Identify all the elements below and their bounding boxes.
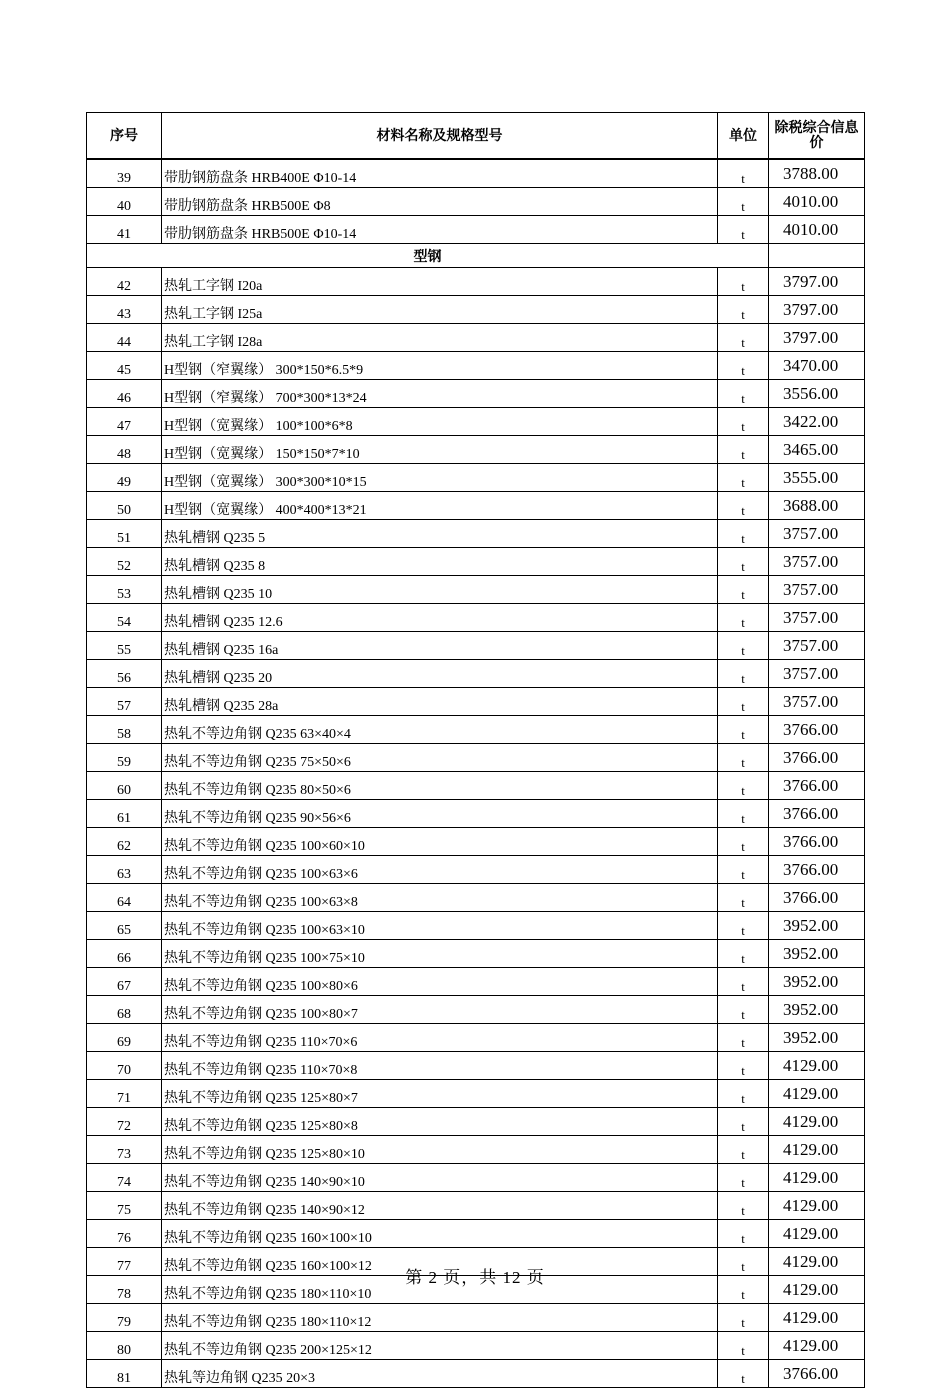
row-number: 43 [87,296,162,324]
material-name: H型钢（窄翼缘） 300*150*6.5*9 [162,352,718,380]
row-number: 65 [87,912,162,940]
row-number: 45 [87,352,162,380]
row-number: 66 [87,940,162,968]
unit: t [718,1332,769,1360]
row-number: 81 [87,1360,162,1388]
material-name: 热轧不等边角钢 Q235 180×110×10 [162,1276,718,1304]
row-number: 39 [87,159,162,188]
material-name: 热轧不等边角钢 Q235 100×80×7 [162,996,718,1024]
material-name: H型钢（宽翼缘） 100*100*6*8 [162,408,718,436]
table-row [87,968,865,996]
row-number: 41 [87,216,162,244]
price: 4129.00 [769,1108,865,1136]
unit: t [718,324,769,352]
table-row [87,1080,865,1108]
price: 4129.00 [769,1304,865,1332]
table-row [87,800,865,828]
price: 3952.00 [769,996,865,1024]
price: 3757.00 [769,632,865,660]
table-row [87,912,865,940]
unit: t [718,856,769,884]
section-title: 型钢 [87,244,769,268]
material-name: 热轧不等边角钢 Q235 100×63×8 [162,884,718,912]
material-name: 热轧等边角钢 Q235 20×3 [162,1360,718,1388]
table-row [87,1164,865,1192]
row-number: 51 [87,520,162,548]
price: 3757.00 [769,548,865,576]
table-row [87,159,865,188]
table-body [87,159,865,1388]
price: 3952.00 [769,912,865,940]
price: 4129.00 [769,1332,865,1360]
section-row [87,244,865,268]
row-number: 64 [87,884,162,912]
header-name: 材料名称及规格型号 [162,113,718,160]
price: 3952.00 [769,1024,865,1052]
price: 3788.00 [769,159,865,188]
table-row [87,436,865,464]
table-header [87,113,865,160]
unit: t [718,436,769,464]
price: 3952.00 [769,968,865,996]
material-name: 热轧工字钢 I20a [162,268,718,296]
material-name: 热轧不等边角钢 Q235 160×100×12 [162,1248,718,1276]
price: 3422.00 [769,408,865,436]
unit: t [718,968,769,996]
price: 4129.00 [769,1080,865,1108]
row-number: 61 [87,800,162,828]
table-row [87,188,865,216]
table-row [87,1024,865,1052]
material-name: 带肋钢筋盘条 HRB500E Φ10-14 [162,216,718,244]
unit: t [718,1024,769,1052]
unit: t [718,464,769,492]
unit: t [718,1276,769,1304]
material-name: 热轧不等边角钢 Q235 100×75×10 [162,940,718,968]
table-row [87,268,865,296]
row-number: 70 [87,1052,162,1080]
unit: t [718,296,769,324]
material-name: 热轧不等边角钢 Q235 125×80×8 [162,1108,718,1136]
table-row [87,996,865,1024]
price: 3757.00 [769,660,865,688]
table-row [87,1332,865,1360]
material-name: H型钢（窄翼缘） 700*300*13*24 [162,380,718,408]
table-row [87,1220,865,1248]
unit: t [718,884,769,912]
price: 3555.00 [769,464,865,492]
price: 3797.00 [769,296,865,324]
material-name: 热轧不等边角钢 Q235 100×63×10 [162,912,718,940]
row-number: 44 [87,324,162,352]
material-name: 热轧不等边角钢 Q235 90×56×6 [162,800,718,828]
row-number: 58 [87,716,162,744]
table-row [87,1136,865,1164]
row-number: 52 [87,548,162,576]
price: 4010.00 [769,188,865,216]
header-row [87,113,865,160]
material-name: H型钢（宽翼缘） 400*400*13*21 [162,492,718,520]
table-row [87,660,865,688]
table-row [87,520,865,548]
material-name: 热轧不等边角钢 Q235 125×80×7 [162,1080,718,1108]
price: 3766.00 [769,772,865,800]
price: 3766.00 [769,856,865,884]
material-name: 热轧不等边角钢 Q235 200×125×12 [162,1332,718,1360]
material-name: 热轧槽钢 Q235 8 [162,548,718,576]
row-number: 74 [87,1164,162,1192]
table-row [87,688,865,716]
row-number: 56 [87,660,162,688]
table-row [87,576,865,604]
unit: t [718,1080,769,1108]
price: 3556.00 [769,380,865,408]
price: 4129.00 [769,1136,865,1164]
table-row [87,1108,865,1136]
unit: t [718,940,769,968]
price: 3766.00 [769,884,865,912]
price: 3757.00 [769,688,865,716]
unit: t [718,1052,769,1080]
material-name: 热轧槽钢 Q235 5 [162,520,718,548]
material-name: H型钢（宽翼缘） 150*150*7*10 [162,436,718,464]
unit: t [718,772,769,800]
table-row [87,380,865,408]
row-number: 49 [87,464,162,492]
material-name: 带肋钢筋盘条 HRB400E Φ10-14 [162,159,718,188]
row-number: 47 [87,408,162,436]
unit: t [718,1136,769,1164]
row-number: 68 [87,996,162,1024]
material-name: H型钢（宽翼缘） 300*300*10*15 [162,464,718,492]
price: 4129.00 [769,1164,865,1192]
price: 4129.00 [769,1220,865,1248]
material-name: 热轧不等边角钢 Q235 100×60×10 [162,828,718,856]
material-name: 热轧不等边角钢 Q235 100×63×6 [162,856,718,884]
section-price-cell [769,244,865,268]
material-name: 带肋钢筋盘条 HRB500E Φ8 [162,188,718,216]
unit: t [718,912,769,940]
table-row [87,744,865,772]
page-number-footer: 第 2 页，共 12 页 [405,1268,545,1287]
price: 3757.00 [769,520,865,548]
table-row [87,408,865,436]
table-row [87,884,865,912]
row-number: 77 [87,1248,162,1276]
row-number: 69 [87,1024,162,1052]
table-row [87,856,865,884]
row-number: 48 [87,436,162,464]
unit: t [718,604,769,632]
table-row [87,604,865,632]
material-name: 热轧不等边角钢 Q235 160×100×10 [162,1220,718,1248]
row-number: 50 [87,492,162,520]
table-row [87,1192,865,1220]
table-row [87,828,865,856]
row-number: 62 [87,828,162,856]
row-number: 73 [87,1136,162,1164]
price: 4129.00 [769,1276,865,1304]
unit: t [718,408,769,436]
unit: t [718,548,769,576]
price: 4129.00 [769,1052,865,1080]
price: 4010.00 [769,216,865,244]
material-name: 热轧槽钢 Q235 12.6 [162,604,718,632]
row-number: 63 [87,856,162,884]
unit: t [718,1248,769,1276]
price: 3766.00 [769,744,865,772]
row-number: 53 [87,576,162,604]
material-name: 热轧不等边角钢 Q235 63×40×4 [162,716,718,744]
row-number: 42 [87,268,162,296]
unit: t [718,268,769,296]
unit: t [718,352,769,380]
unit: t [718,188,769,216]
row-number: 55 [87,632,162,660]
material-name: 热轧不等边角钢 Q235 80×50×6 [162,772,718,800]
unit: t [718,688,769,716]
table-row [87,772,865,800]
table-row [87,1304,865,1332]
price: 3688.00 [769,492,865,520]
row-number: 80 [87,1332,162,1360]
unit: t [718,716,769,744]
price: 4129.00 [769,1248,865,1276]
unit: t [718,1108,769,1136]
unit: t [718,632,769,660]
unit: t [718,1304,769,1332]
header-price: 除税综合信息价 [769,113,865,160]
price: 3797.00 [769,268,865,296]
material-name: 热轧不等边角钢 Q235 100×80×6 [162,968,718,996]
header-unit: 单位 [718,113,769,160]
row-number: 76 [87,1220,162,1248]
table-row [87,632,865,660]
unit: t [718,800,769,828]
row-number: 67 [87,968,162,996]
row-number: 57 [87,688,162,716]
row-number: 54 [87,604,162,632]
price-table [86,112,865,1388]
row-number: 60 [87,772,162,800]
price: 3757.00 [769,604,865,632]
material-name: 热轧工字钢 I28a [162,324,718,352]
unit: t [718,492,769,520]
price: 3766.00 [769,1360,865,1388]
material-name: 热轧工字钢 I25a [162,296,718,324]
price: 3465.00 [769,436,865,464]
row-number: 72 [87,1108,162,1136]
unit: t [718,1192,769,1220]
material-name: 热轧不等边角钢 Q235 140×90×12 [162,1192,718,1220]
unit: t [718,744,769,772]
row-number: 71 [87,1080,162,1108]
price: 3470.00 [769,352,865,380]
header-no: 序号 [87,113,162,160]
row-number: 46 [87,380,162,408]
material-name: 热轧槽钢 Q235 20 [162,660,718,688]
material-name: 热轧槽钢 Q235 16a [162,632,718,660]
unit: t [718,828,769,856]
unit: t [718,216,769,244]
unit: t [718,520,769,548]
material-name: 热轧不等边角钢 Q235 110×70×6 [162,1024,718,1052]
material-name: 热轧不等边角钢 Q235 140×90×10 [162,1164,718,1192]
unit: t [718,159,769,188]
row-number: 79 [87,1304,162,1332]
row-number: 75 [87,1192,162,1220]
price: 3797.00 [769,324,865,352]
price: 3757.00 [769,576,865,604]
table-row [87,548,865,576]
table-row [87,492,865,520]
table-row [87,296,865,324]
price: 3952.00 [769,940,865,968]
table-row [87,716,865,744]
unit: t [718,1164,769,1192]
price: 3766.00 [769,800,865,828]
material-name: 热轧槽钢 Q235 28a [162,688,718,716]
table-row [87,1360,865,1388]
row-number: 40 [87,188,162,216]
material-name: 热轧不等边角钢 Q235 180×110×12 [162,1304,718,1332]
unit: t [718,576,769,604]
price: 3766.00 [769,716,865,744]
unit: t [718,660,769,688]
table-row [87,216,865,244]
row-number: 78 [87,1276,162,1304]
unit: t [718,380,769,408]
table-row [87,324,865,352]
table-row [87,1052,865,1080]
table-row [87,352,865,380]
row-number: 59 [87,744,162,772]
unit: t [718,1220,769,1248]
unit: t [718,1360,769,1388]
price: 3766.00 [769,828,865,856]
unit: t [718,996,769,1024]
price: 4129.00 [769,1192,865,1220]
material-name: 热轧不等边角钢 Q235 110×70×8 [162,1052,718,1080]
material-name: 热轧槽钢 Q235 10 [162,576,718,604]
table-row [87,940,865,968]
material-name: 热轧不等边角钢 Q235 125×80×10 [162,1136,718,1164]
material-name: 热轧不等边角钢 Q235 75×50×6 [162,744,718,772]
table-row [87,464,865,492]
